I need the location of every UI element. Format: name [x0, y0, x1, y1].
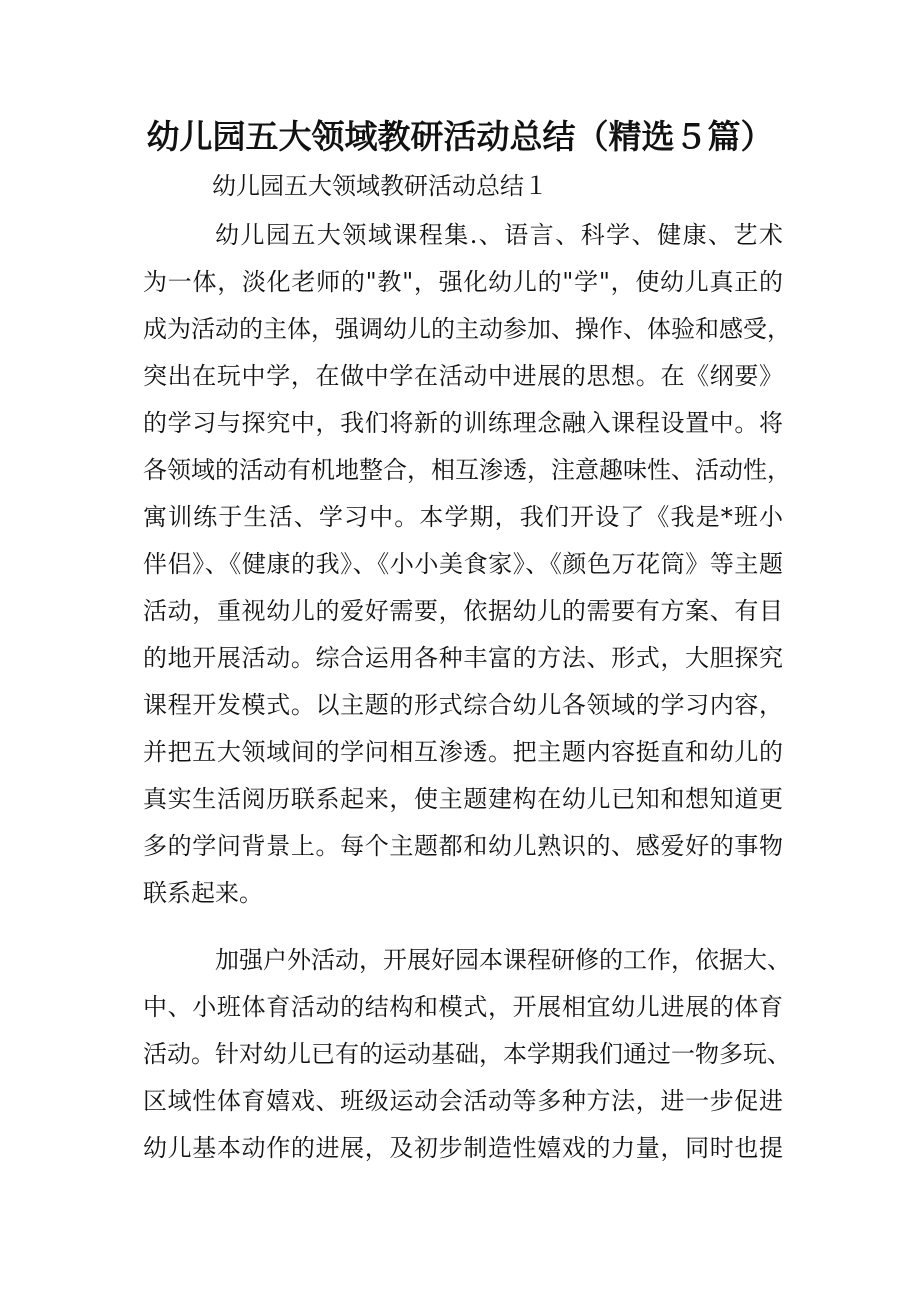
paragraph-line: 各领域的活动有机地整合，相互渗透，注意趣味性、活动性，: [143, 456, 791, 484]
paragraph-line: 活动。针对幼儿已有的运动基础，本学期我们通过一物多玩、: [143, 1040, 791, 1068]
paragraph-line: 伴侣》、《健康的我》、《小小美食家》、《颜色万花筒》等主题: [143, 550, 783, 578]
paragraph-line: 多的学问背景上。每个主题都和幼儿熟识的、感爱好的事物: [143, 832, 783, 860]
document-title: 幼儿园五大领域教研活动总结（精选５篇）: [146, 117, 774, 156]
paragraph-line: 寓训练于生活、学习中。本学期，我们开设了《我是*班小: [143, 503, 783, 531]
paragraph-line: 课程开发模式。以主题的形式综合幼儿各领域的学习内容，: [143, 691, 783, 719]
paragraph-line: 成为活动的主体，强调幼儿的主动参加、操作、体验和感受，: [143, 315, 791, 343]
paragraph-line: 区域性体育嬉戏、班级运动会活动等多种方法，进一步促进: [143, 1087, 783, 1115]
paragraph-line: 突出在玩中学，在做中学在活动中进展的思想。在《纲要》: [143, 362, 783, 390]
section-subtitle: 幼儿园五大领域教研活动总结１: [212, 172, 548, 200]
paragraph-line: 并把五大领域间的学问相互渗透。把主题内容挺直和幼儿的: [143, 738, 783, 766]
paragraph-line: 联系起来。: [143, 879, 263, 907]
paragraph-line: 中、小班体育活动的结构和模式，开展相宜幼儿进展的体育: [143, 993, 783, 1021]
paragraph-line: 幼儿基本动作的进展，及初步制造性嬉戏的力量，同时也提: [143, 1134, 783, 1162]
paragraph-line: 幼儿园五大领域课程集.、语言、科学、健康、艺术: [215, 221, 783, 249]
paragraph-line: 为一体，淡化老师的"教"，强化幼儿的"学"，使幼儿真正的: [143, 268, 783, 296]
paragraph-line: 的学习与探究中，我们将新的训练理念融入课程设置中。将: [143, 409, 783, 437]
paragraph-line: 加强户外活动，开展好园本课程研修的工作，依据大、: [215, 946, 791, 974]
paragraph-line: 活动，重视幼儿的爱好需要，依据幼儿的需要有方案、有目: [143, 597, 783, 625]
paragraph-line: 的地开展活动。综合运用各种丰富的方法、形式，大胆探究: [143, 644, 783, 672]
paragraph-line: 真实生活阅历联系起来，使主题建构在幼儿已知和想知道更: [143, 785, 783, 813]
